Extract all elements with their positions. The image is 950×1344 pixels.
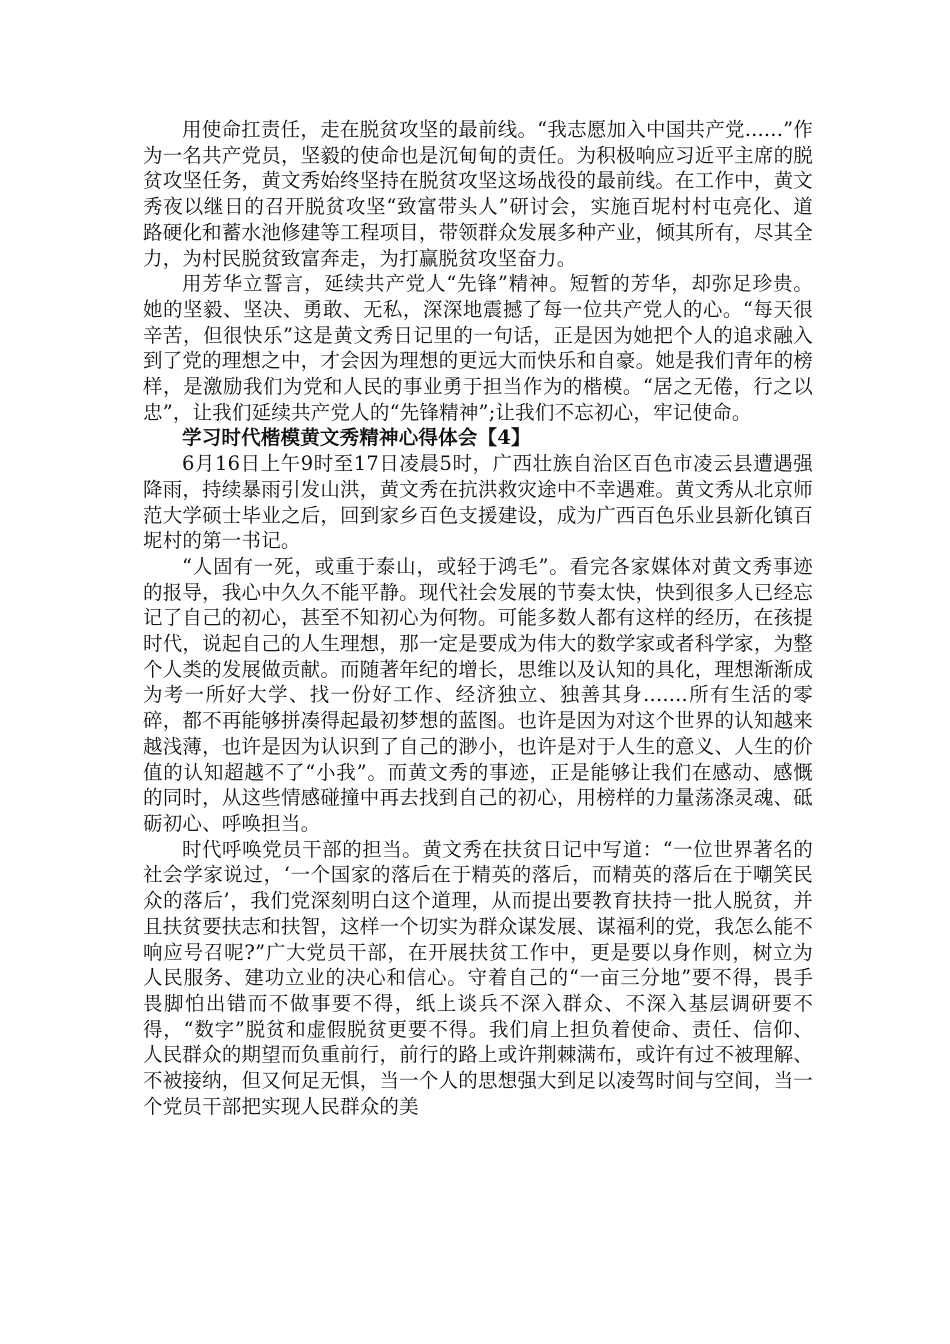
body-paragraph: 6月16日上午9时至17日凌晨5时，广西壮族自治区百色市凌云县遭遇强降雨，持续暴雨引发山洪，黄文秀在抗洪救灾途中不幸遇难。黄文秀从北京师范大学硕士毕业之后，回到家乡百色支援建设，成为广西百色乐业县新化镇百坭村的第一书记。 [143, 452, 813, 553]
section-heading: 学习时代楷模黄文秀精神心得体会【4】 [182, 426, 531, 450]
body-paragraph: 时代呼唤党员干部的担当。黄文秀在扶贫日记中写道：“一位世界著名的社会学家说过，‘一个国家的落后在于精英的落后，而精英的落后在于嘲笑民众的落后’，我们党深刻明白这个道理，从而提出要教育扶持一批人脱贫，并且扶贫要扶志和扶智，这样一个切实为群众谋发展、谋福利的党，我怎么能不响应号召呢?”广大党员干部，在开展扶贫工作中，更是要以身作则，树立为人民服务、建功立业的决心和信心。守着自己的“一亩三分地”要不得，畏手畏脚怕出错而不做事要不得，纸上谈兵不深入群众、不深入基层调研要不得，“数字”脱贫和虚假脱贫更要不得。我们肩上担负着使命、责任、信仰、人民群众的期望而负重前行，前行的路上或许荆棘满布，或许有过不被理解、不被接纳，但又何足无惧，当一个人的思想强大到足以凌驾时间与空间，当一个党员干部把实现人民群众的美 [143, 837, 813, 1118]
body-paragraph: 用使命扛责任，走在脱贫攻坚的最前线。“我志愿加入中国共产党......”作为一名共产党员，坚毅的使命也是沉甸甸的责任。为积极响应习近平主席的脱贫攻坚任务，黄文秀始终坚持在脱贫攻坚这场战役的最前线。在工作中，黄文秀夜以继日的召开脱贫攻坚“致富带头人”研讨会，实施百坭村村屯亮化、道路硬化和蓄水池修建等工程项目，带领群众发展多种产业，倾其所有，尽其全力，为村民脱贫致富奔走，为打赢脱贫攻坚奋力。 [143, 118, 813, 270]
document-page [143, 117, 813, 1119]
body-paragraph: “人固有一死，或重于泰山，或轻于鸿毛”。看完各家媒体对黄文秀事迹的报导，我心中久久不能平静。现代社会发展的节奏太快，快到很多人已经忘记了自己的初心，甚至不知初心为何物。可能多数人都有这样的经历，在孩提时代，说起自己的人生理想，那一定是要成为伟大的数学家或者科学家，为整个人类的发展做贡献。而随著年纪的增长，思维以及认知的具化，理想渐渐成为考一所好大学、找一份好工作、经济独立、独善其身.......所有生活的零碎，都不再能够拼凑得起最初梦想的蓝图。也许是因为对这个世界的认知越来越浅薄，也许是因为认识到了自己的渺小，也许是对于人生的意义、人生的价值的认知超越不了“小我”。而黄文秀的事迹，正是能够让我们在感动、感慨的同时，从这些情感碰撞中再去找到自己的初心，用榜样的力量荡涤灵魂、砥砺初心、呼唤担当。 [143, 554, 813, 835]
body-paragraph: 用芳华立誓言，延续共产党人“先锋”精神。短暂的芳华，却弥足珍贵。她的坚毅、坚决、勇敢、无私，深深地震撼了每一位共产党人的心。“每天很辛苦，但很快乐”这是黄文秀日记里的一句话，正是因为她把个人的追求融入到了党的理想之中，才会因为理想的更远大而快乐和自豪。她是我们青年的榜样，是激励我们为党和人民的事业勇于担当作为的楷模。“居之无倦，行之以忠”，让我们延续共产党人的“先锋精神”;让我们不忘初心，牢记使命。 [143, 272, 813, 424]
